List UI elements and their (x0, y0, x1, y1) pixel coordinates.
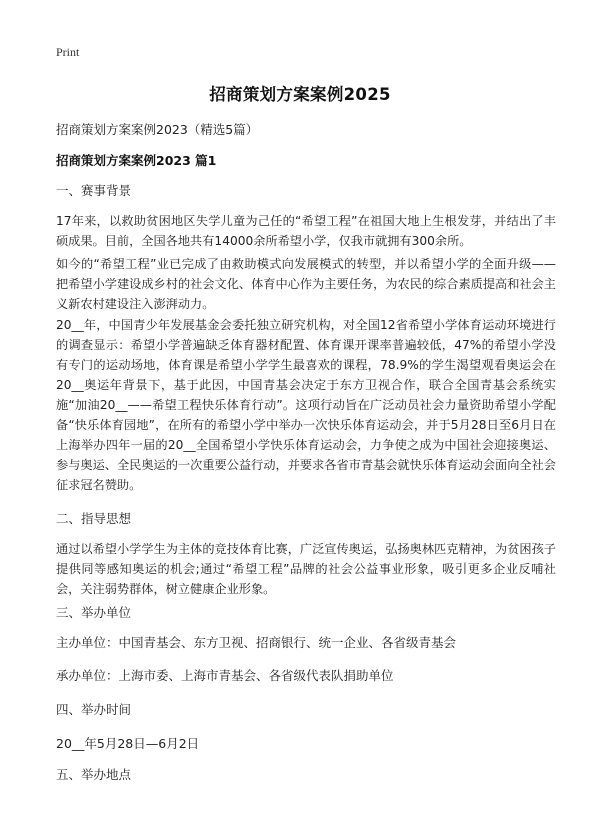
section-heading-background: 一、赛事背景 (56, 183, 132, 198)
page-title: 招商策划方案案例2025 (209, 85, 391, 104)
print-link[interactable]: Print (56, 45, 80, 59)
subtitle: 招商策划方案案例2023（精选5篇） (56, 122, 259, 137)
section-heading-time: 四、举办时间 (56, 702, 132, 717)
section-heading-organizers: 三、举办单位 (56, 605, 132, 620)
paragraph-background-2: 如今的“希望工程”业已完成了由救助模式向发展模式的转型，并以希望小学的全面升级——把希望小学建设成乡村的社会文化、体育中心作为主要任务，为农民的综合素质提高和社会主义新农村建设注入澎湃动力。 (56, 257, 556, 311)
section-heading-venue: 五、举办地点 (56, 767, 132, 782)
organizer-units-line: 承办单位：上海市委、上海市青基会、各省级代表队捐助单位 (56, 668, 394, 683)
section-heading-guiding-ideology: 二、指导思想 (56, 511, 132, 526)
host-units-line: 主办单位：中国青基会、东方卫视、招商银行、统一企业、各省级青基会 (56, 635, 457, 650)
event-date-line: 20__年5月28日—6月2日 (56, 736, 200, 751)
paragraph-background-1: 17年来，以救助贫困地区失学儿童为己任的“希望工程”在祖国大地上生根发芽，并结出了丰硕成果。目前，全国各地共有14000余所希望小学，仅我市就拥有300余所。 (56, 214, 556, 248)
paragraph-guiding-ideology: 通过以希望小学学生为主体的竞技体育比赛，广泛宣传奥运，弘扬奥林匹克精神，为贫困孩子提供同等感知奥运的机会;通过“希望工程”品牌的社会公益事业形象，吸引更多企业反哺社会，关注弱势群体，树立健康企业形象。 (56, 542, 556, 596)
paragraph-background-3: 20__年，中国青少年发展基金会委托独立研究机构，对全国12省希望小学体育运动环境进行的调查显示：希望小学普遍缺乏体育器材配置、体育课开课率普遍较低，47%的希望小学没有专门的运动场地，体育课是希望小学学生最喜欢的课程，78.9%的学生渴望观看奥运会在20__奥运年背景下，基于此因，中国青基会决定于东方卫视合作，联合全国青基会系统实施“加油20__——希望工程快乐体育行动”。这项行动旨在广泛动员社会力量资助希望小学配备“快乐体育园地”，在所有的希望小学中举办一次快乐体育运动会，并于5月28日至6月日在上海举办四年一届的20__全国希望小学快乐体育运动会，力争使之成为中国社会迎接奥运、参与奥运、全民奥运的一次重要公益行动，并要求各省市青基会就快乐体育运动会面向全社会征求冠名赞助。 (56, 318, 556, 492)
article-heading: 招商策划方案案例2023 篇1 (56, 153, 217, 168)
